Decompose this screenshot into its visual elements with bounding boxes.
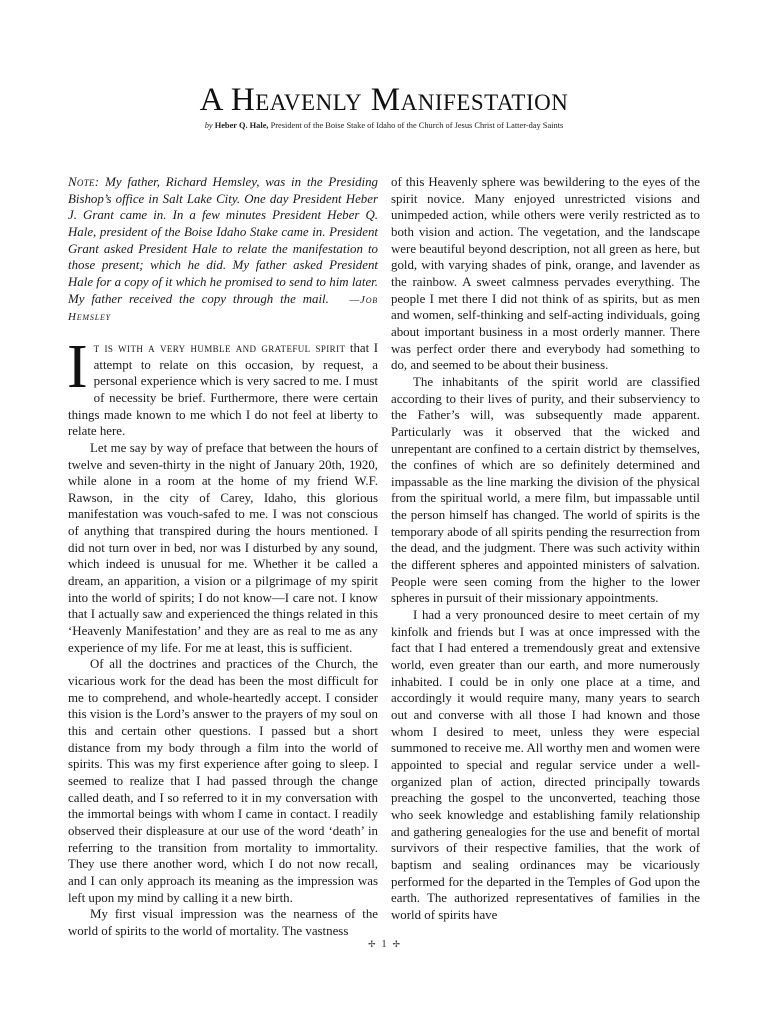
- right-ornament-icon: ✢: [392, 939, 401, 949]
- paragraph-first-impression: My first visual impression was the nearness of the world of spirits to the world of mortality. The vastness: [68, 907, 378, 938]
- note-label: Note:: [68, 175, 100, 189]
- paragraph-heavenly-sphere: of this Heavenly sphere was bewildering to the eyes of the spirit novice. Many enjoyed unrestricted visions and unimpeded action, while others were verily restricted as to both vision and action. The vegetation, and the landscape were beautiful beyond description, not all green as here, but gold, with varying shades of pink, orange, and lavender as the rainbow. A sweet calmness pervades everything. The people I met there I did not think of as spirits, but as men and women, self-thinking and self-acting individuals, going about important business in a most orderly manner. There was perfect order there and everybody had something to do, and seemed to be about their business.: [391, 175, 700, 373]
- page-number: 1: [381, 938, 387, 950]
- paragraph-inhabitants: The inhabitants of the spirit world are classified according to their lives of purity, and their subserviency to the Father’s will, was subsequently made apparent. Particularly was it observed that the wicked and unrepentant are confined to a certain district by themselves, the confines of which are so definitely determined and impassable as the line marking the division of the physical from the spiritual world, a mere film, but impassable until the person himself has changed. The world of spirits is the temporary abode of all spirits pending the resurrection from the dead, and the judgment. There was such activity within the different spheres and appointed ministers of salvation. People were seen coming from the higher to the lower spheres in pursuit of their missionary appointments.: [391, 374, 700, 606]
- byline: [0, 121, 768, 130]
- note-text: My father, Richard Hemsley, was in the Presiding Bishop’s office in Salt Lake City. One day President Heber J. Grant came in. In a few minutes President Heber Q. Hale, president of the Boise Idaho Stake came in. President Grant asked President Hale to relate the manifestation to those present; which he did. My father asked President Hale for a copy of it which he promised to send to him later. My father received the copy through the mail.: [68, 175, 378, 306]
- note-signature: —Job Hemsley: [68, 293, 378, 324]
- byline-label: by: [204, 121, 213, 130]
- byline-author: Heber Q. Hale,: [214, 121, 269, 130]
- article-title: A Heavenly Manifestation: [199, 82, 569, 118]
- paragraph-doctrines: Of all the doctrines and practices of the Church, the vicarious work for the dead has been the most difficult for me to comprehend, and whole-heartedly accept. I consider this vision is the Lord’s answer to the prayers of my soul on this and certain other questions. I passed but a short distance from my body through a film into the world of spirits. This was my first experience after going to sleep. I seemed to realize that I had passed through the change called death, and I so referred to it in my conversation with the immortal beings with whom I came in contact. I readily observed their displeasure at our use of the word ‘death’ in referring to the transition from mortality to immortality. They use there another word, which I do not now recall, and I can only approach its meaning as the impression was left upon my mind by calling it a new birth.: [68, 657, 378, 905]
- paragraph-kinfolk: I had a very pronounced desire to meet certain of my kinfolk and friends but I was at once impressed with the fact that I had entered a tremendously great and extensive world, even greater than our earth, and more numerously inhabited. I could be in only one place at a time, and accordingly it would require many, many years to search out and converse with all those I had known and those whom I desired to meet, unless they were especial summoned to receive me. All worthy men and women were appointed to special and regular service under a well-organized plan of action, directed principally towards preaching the gospel to the unconverted, teaching those who seek knowledge and establishing family relationship and gathering genealogies for the use and benefit of mortal survivors of their respective families, that the work of baptism and sealing ordinances may be vicariously performed for the departed in the Temples of God upon the earth. The authorized representatives of families in the world of spirits have: [391, 608, 700, 922]
- opening-smallcaps: t is with a very humble and grateful spirit: [93, 340, 346, 355]
- page-footer: [0, 938, 768, 950]
- right-column: [391, 174, 700, 924]
- editor-note: [68, 174, 378, 326]
- drop-cap: I: [67, 332, 88, 401]
- byline-affiliation: President of the Boise Stake of Idaho of the Church of Jesus Christ of Latter-day Saints: [270, 121, 564, 130]
- opening-text: that I attempt to relate on this occasion, by request, a personal experience which is very sacred to me. I must of necessity be brief. Furthermore, there were certain things made known to me which I do not feel at liberty to relate here.: [68, 340, 378, 439]
- left-ornament-icon: ✢: [367, 939, 376, 949]
- left-column: [68, 174, 378, 940]
- opening-paragraph: [67, 332, 378, 440]
- article-body-start: [67, 332, 378, 440]
- paragraph-preface: Let me say by way of preface that between the hours of twelve and seven-thirty in the night of January 20th, 1920, while alone in a room at the home of my friend W.F. Rawson, in the city of Carey, Idaho, this glorious manifestation was vouch-safed to me. I was not conscious of anything that transpired during the hours mentioned. I did not turn over in bed, nor was I disturbed by any sound, which indeed is unusual for me. Whether it be called a dream, an apparition, a vision or a pilgrimage of my spirit into the world of spirits; I do not know—I care not. I know that I actually saw and experienced the things related in this ‘Heavenly Manifestation’ and they are as real to me as any experience of my life. For me at least, this is sufficient.: [68, 440, 378, 655]
